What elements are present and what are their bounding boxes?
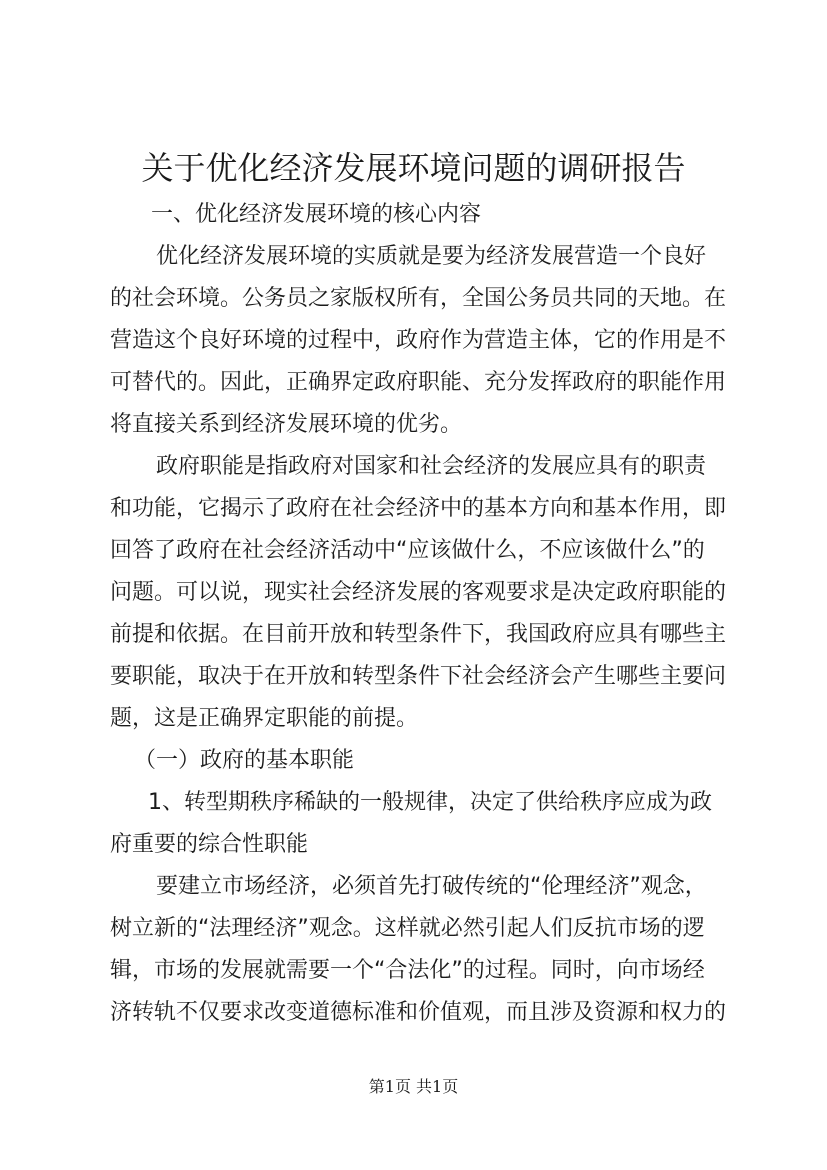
paragraph-line: 济转轨不仅要求改变道德标准和价值观，而且涉及资源和权力的 (110, 1000, 727, 1025)
page-footer: 第1页 共1页 (368, 1077, 459, 1096)
paragraph-line: 将直接关系到经济发展环境的优劣。 (110, 412, 463, 437)
paragraph-line: 1、转型期秩序稀缺的一般规律，决定了供给秩序应成为政 (148, 790, 712, 815)
paragraph-line: 树立新的“法理经济”观念。这样就必然引起人们反抗市场的逻 (110, 916, 705, 941)
section-heading: 一、优化经济发展环境的核心内容 (151, 202, 482, 227)
paragraph-line: 政府职能是指政府对国家和社会经济的发展应具有的职责 (156, 454, 707, 479)
paragraph-line: 问题。可以说，现实社会经济发展的客观要求是决定政府职能的 (110, 580, 727, 605)
paragraph-line: 优化经济发展环境的实质就是要为经济发展营造一个良好 (156, 244, 707, 269)
paragraph-line: 营造这个良好环境的过程中，政府作为营造主体，它的作用是不 (110, 328, 727, 353)
paragraph-line: 要职能，取决于在开放和转型条件下社会经济会产生哪些主要问 (110, 664, 727, 689)
document-title: 关于优化经济发展环境问题的调研报告 (141, 149, 686, 187)
paragraph-line: 前提和依据。在目前开放和转型条件下，我国政府应具有哪些主 (110, 622, 727, 647)
paragraph-line: 府重要的综合性职能 (110, 832, 309, 857)
paragraph-line: 可替代的。因此，正确界定政府职能、充分发挥政府的职能作用 (110, 370, 727, 395)
paragraph-line: 要建立市场经济，必须首先打破传统的“伦理经济”观念， (156, 874, 707, 899)
paragraph-line: 回答了政府在社会经济活动中“应该做什么，不应该做什么”的 (110, 538, 705, 563)
subsection-heading: （一）政府的基本职能 (134, 748, 355, 773)
paragraph-line: 辑，市场的发展就需要一个“合法化”的过程。同时，向市场经 (110, 958, 705, 983)
paragraph-line: 的社会环境。公务员之家版权所有，全国公务员共同的天地。在 (110, 286, 727, 311)
paragraph-line: 题，这是正确界定职能的前提。 (110, 706, 419, 731)
paragraph-line: 和功能，它揭示了政府在社会经济中的基本方向和基本作用，即 (110, 496, 727, 521)
